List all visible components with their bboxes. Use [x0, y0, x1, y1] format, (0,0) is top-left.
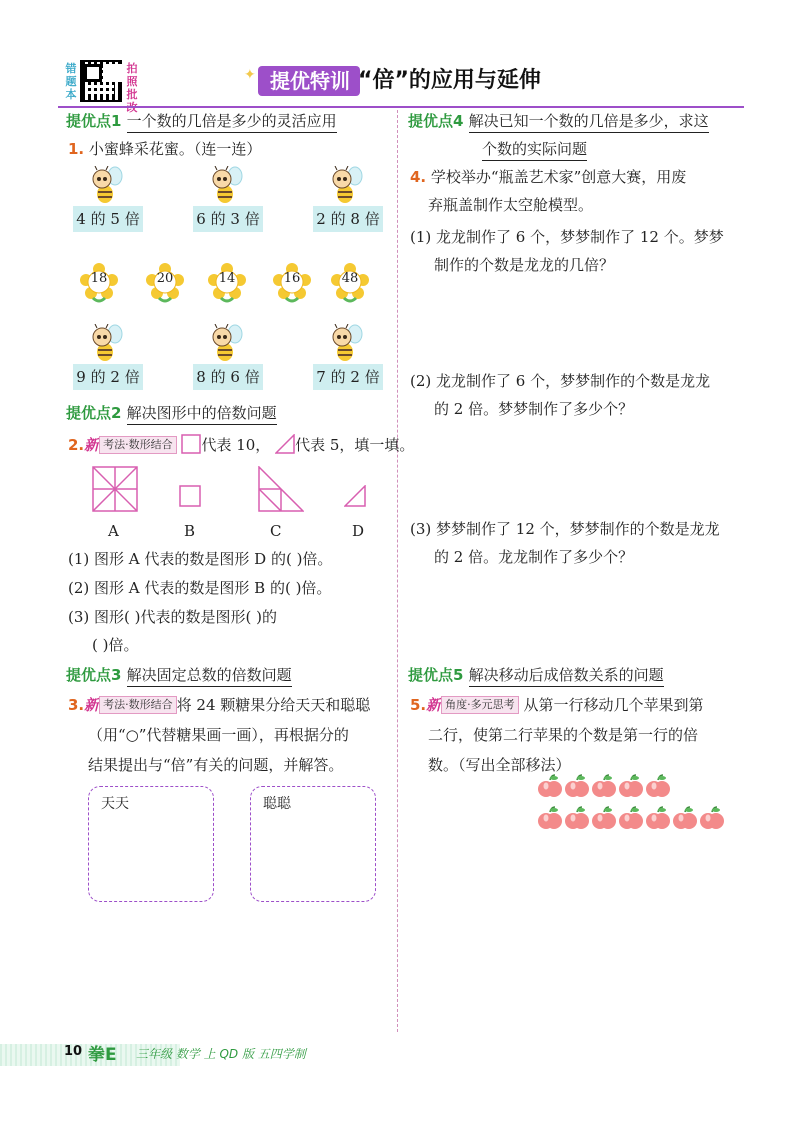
figure-label-b: B	[184, 522, 196, 540]
flower[interactable]: 16	[272, 262, 312, 302]
page-title-badge: ✦ 提优特训	[258, 66, 360, 96]
apple-icon[interactable]	[538, 806, 562, 832]
q4-part2-line1: (2) 龙龙制作了 6 个，梦梦制作的个数是龙龙	[410, 372, 711, 390]
answer-box-label: 天天	[101, 796, 129, 812]
answer-box-congcong[interactable]	[250, 786, 376, 902]
apple-icon[interactable]	[646, 774, 670, 800]
q2-part2: (2) 图形 A 代表的数是图形 B 的( )倍。	[68, 579, 332, 597]
q4-part1-line1: (1) 龙龙制作了 6 个，梦梦制作了 12 个。梦梦	[410, 228, 724, 246]
bee-card[interactable]: 8 的 6 倍	[193, 364, 263, 390]
figure-label-a: A	[108, 522, 119, 540]
header-rule	[58, 106, 744, 108]
apple-row-1	[538, 774, 670, 800]
figure-label-c: C	[270, 522, 282, 540]
apple-icon[interactable]	[592, 774, 616, 800]
bee-icon	[328, 324, 364, 364]
bee-card[interactable]: 9 的 2 倍	[73, 364, 143, 390]
apple-icon[interactable]	[592, 806, 616, 832]
book-info: 三年级 数学 上 QD 版 五四学制	[136, 1047, 306, 1061]
apple-icon[interactable]	[619, 774, 643, 800]
figure-d	[344, 485, 366, 507]
flower[interactable]: 14	[207, 262, 247, 302]
square-icon	[181, 434, 201, 454]
flower[interactable]: 48	[330, 262, 370, 302]
bee-card[interactable]: 4 的 5 倍	[73, 206, 143, 232]
triangle-icon	[275, 434, 295, 454]
apple-icon[interactable]	[673, 806, 697, 832]
section5-heading: 提优点5 解决移动后成倍数关系的问题	[408, 664, 664, 686]
flower[interactable]: 20	[145, 262, 185, 302]
section4-heading: 提优点4 解决已知一个数的几倍是多少，求这	[408, 110, 709, 132]
figure-c	[258, 466, 304, 512]
q5-tag: 角度·多元思考	[441, 696, 519, 714]
answer-box-tiantian[interactable]	[88, 786, 214, 902]
bee-card[interactable]: 6 的 3 倍	[193, 206, 263, 232]
apple-icon[interactable]	[538, 774, 562, 800]
q3-line1: 3.新 考法·数形结合 将 24 颗糖果分给天天和聪聪	[68, 696, 371, 714]
qr-label-right: 拍 照 批 改	[126, 62, 138, 114]
q5-line1: 5.新 角度·多元思考 从第一行移动几个苹果到第	[410, 696, 704, 714]
apple-icon[interactable]	[646, 806, 670, 832]
apple-icon[interactable]	[565, 806, 589, 832]
answer-box-label: 聪聪	[263, 796, 291, 812]
section1-heading: 提优点1 一个数的几倍是多少的灵活应用	[66, 110, 337, 132]
page-title: “倍”的应用与延伸	[358, 68, 541, 93]
apple-icon[interactable]	[619, 806, 643, 832]
column-divider	[397, 110, 398, 1032]
bee-card[interactable]: 2 的 8 倍	[313, 206, 383, 232]
bee-icon	[208, 324, 244, 364]
q4-part2-line2: 的 2 倍。梦梦制作了多少个？	[434, 400, 634, 418]
figure-a	[92, 466, 138, 512]
q2-part1: (1) 图形 A 代表的数是图形 D 的( )倍。	[68, 550, 333, 568]
q5-line3: 数。（写出全部移法）	[428, 756, 571, 774]
q3-line2: （用“○”代替糖果画一画），再根据分的	[88, 726, 349, 744]
apple-row-2	[538, 806, 724, 832]
figure-label-d: D	[352, 522, 365, 540]
page-number: 10	[64, 1044, 83, 1059]
q4-part3-line2: 的 2 倍。龙龙制作了多少个？	[434, 548, 634, 566]
q1-text: 1. 小蜜蜂采花蜜。（连一连）	[68, 140, 262, 158]
bee-icon	[328, 166, 364, 206]
q2-part3-cont: ( )倍。	[92, 636, 139, 654]
q4-part3-line1: (3) 梦梦制作了 12 个，梦梦制作的个数是龙龙	[410, 520, 720, 538]
bee-card[interactable]: 7 的 2 倍	[313, 364, 383, 390]
q5-line2: 二行，使第二行苹果的个数是第一行的倍	[428, 726, 699, 744]
section3-heading: 提优点3 解决固定总数的倍数问题	[66, 664, 292, 686]
q4-part1-line2: 制作的个数是龙龙的几倍？	[434, 256, 615, 274]
q2-tag: 考法·数形结合	[99, 436, 177, 454]
q4-intro1: 4. 学校举办“瓶盖艺术家”创意大赛，用废	[410, 168, 687, 186]
section2-heading: 提优点2 解决图形中的倍数问题	[66, 402, 277, 424]
qr-label-left: 错 题 本	[65, 62, 77, 101]
q3-tag: 考法·数形结合	[99, 696, 177, 714]
flower[interactable]: 18	[79, 262, 119, 302]
bee-icon	[208, 166, 244, 206]
bee-icon	[88, 166, 124, 206]
apple-icon[interactable]	[565, 774, 589, 800]
qr-code[interactable]	[80, 60, 122, 102]
q4-intro2: 弃瓶盖制作太空舱模型。	[428, 196, 594, 214]
figure-b	[179, 485, 201, 507]
section4-heading-cont: 个数的实际问题	[482, 138, 587, 160]
bee-icon	[88, 324, 124, 364]
q2-part3: (3) 图形( )代表的数是图形( )的	[68, 608, 277, 626]
q2-text: 2.新 考法·数形结合 代表 10， 代表 5，填一填。	[68, 436, 415, 454]
q3-line3: 结果提出与“倍”有关的问题，并解答。	[88, 756, 344, 774]
apple-icon[interactable]	[700, 806, 724, 832]
brand-logo: 拳E	[88, 1045, 117, 1065]
